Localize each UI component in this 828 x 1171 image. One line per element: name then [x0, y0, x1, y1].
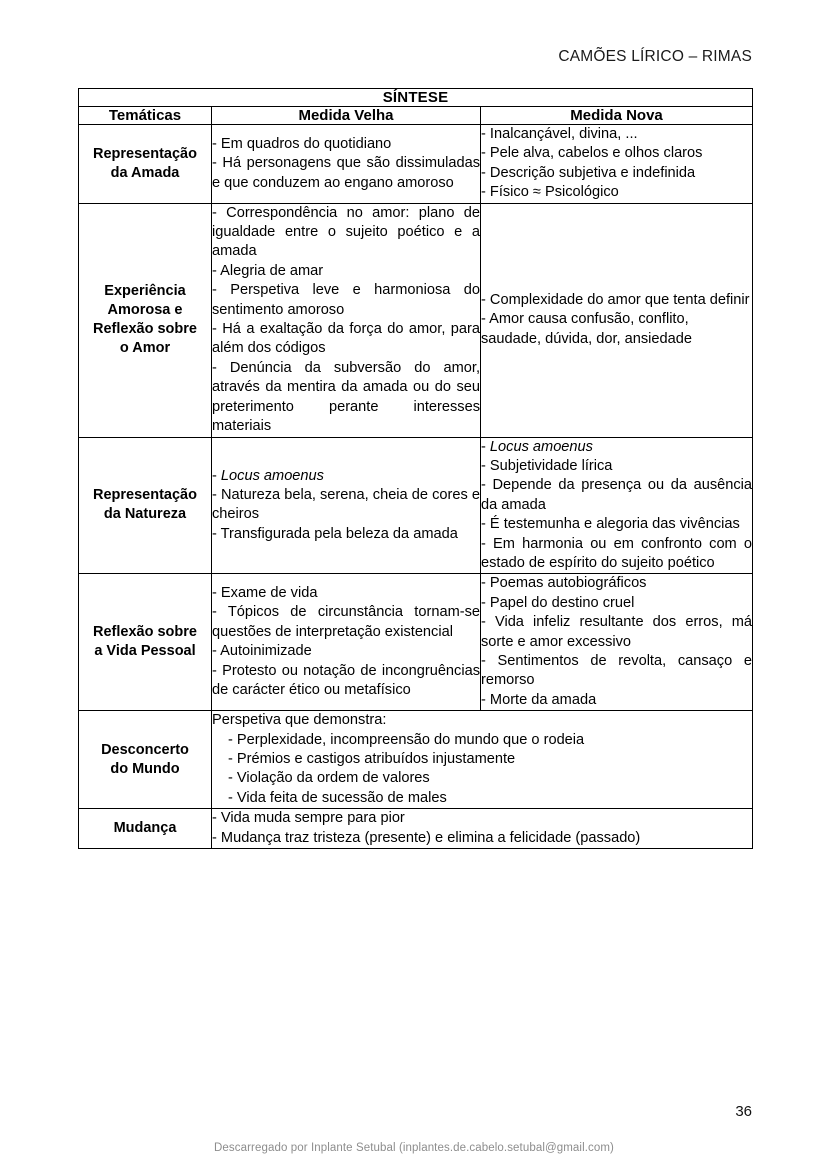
table-row: [79, 711, 753, 809]
theme-line: da Amada: [110, 164, 180, 181]
list-item: - Correspondência no amor: plano de igualdade entre o sujeito poético e a amada: [212, 204, 480, 260]
theme-label-experiencia-amorosa: [79, 203, 212, 437]
cell-spanned-content: [212, 809, 753, 849]
list-item: - Tópicos de circunstância tornam-se questões de interpretação existencial: [212, 604, 480, 640]
table-row: [79, 437, 753, 574]
cell-medida-velha: [212, 437, 481, 574]
list-item: - Vida muda sempre para pior: [212, 810, 405, 827]
theme-line: Mudança: [113, 820, 177, 837]
column-header-tematicas: Temáticas: [79, 107, 212, 125]
cell-medida-velha: [212, 125, 481, 204]
table-row: [79, 203, 753, 437]
list-item: - Em quadros do quotidiano: [212, 135, 392, 152]
cell-medida-nova: [481, 437, 753, 574]
list-item: - Autoinimizade: [212, 643, 312, 660]
list-item: - Transfigurada pela beleza da amada: [212, 525, 458, 542]
theme-line: da Natureza: [103, 506, 187, 523]
table-title: SÍNTESE: [79, 89, 753, 107]
theme-line: o Amor: [119, 340, 171, 357]
theme-line: Experiência: [104, 282, 186, 299]
theme-line: Reflexão sobre: [93, 624, 197, 641]
table-row: [79, 809, 753, 849]
list-item: - Vida feita de sucessão de males: [228, 789, 447, 806]
latin-term: Locus amoenus: [489, 438, 593, 455]
theme-label-mudanca: [79, 809, 212, 849]
theme-label-reflexao-vida-pessoal: [79, 574, 212, 711]
list-item: - Papel do destino cruel: [481, 594, 635, 611]
lead-text: Perspetiva que demonstra:: [212, 712, 387, 729]
theme-label-representacao-da-natureza: [79, 437, 212, 574]
list-item: - Físico ≈ Psicológico: [481, 184, 619, 201]
column-header-medida-nova: Medida Nova: [481, 107, 753, 125]
list-item: - Morte da amada: [481, 691, 597, 708]
list-item: - Há a exaltação da força do amor, para além dos códigos: [212, 321, 480, 357]
table-row: [79, 574, 753, 711]
latin-term: Locus amoenus: [220, 467, 324, 484]
theme-line: a Vida Pessoal: [94, 643, 196, 660]
cell-medida-velha: [212, 203, 481, 437]
theme-line: Representação: [93, 487, 197, 504]
list-item: - Descrição subjetiva e indefinida: [481, 164, 696, 181]
cell-spanned-content: [212, 711, 753, 809]
theme-line: do Mundo: [110, 760, 180, 777]
list-item: - Perplexidade, incompreensão do mundo que o rodeia: [228, 731, 585, 748]
theme-label-desconcerto-do-mundo: [79, 711, 212, 809]
cell-medida-nova: [481, 203, 753, 437]
cell-medida-nova: [481, 125, 753, 204]
list-item: - Pele alva, cabelos e olhos claros: [481, 145, 703, 162]
theme-line: Reflexão sobre: [93, 321, 197, 338]
list-item: - É testemunha e alegoria das vivências: [481, 516, 740, 533]
download-watermark: Descarregado por Inplante Setubal (inplantes.de.cabelo.setubal@gmail.com): [214, 1142, 614, 1154]
list-item: - Vida infeliz resultante dos erros, má sorte e amor excessivo: [481, 614, 753, 650]
list-item: - Depende da presença ou da ausência da amada: [481, 477, 753, 513]
list-item: - Complexidade do amor que tenta definir: [481, 291, 750, 308]
list-item: - Em harmonia ou em confronto com o estado de espírito do sujeito poético: [481, 535, 753, 571]
list-item: - Denúncia da subversão do amor, através da mentira da amada ou do seu preterimento perante interesses materiais: [212, 359, 480, 435]
list-item: - Protesto ou notação de incongruências de carácter ético ou metafísico: [212, 662, 480, 699]
list-item: - Poemas autobiográficos: [481, 575, 647, 592]
list-item: - Violação da ordem de valores: [228, 770, 430, 787]
list-item: - Exame de vida: [212, 585, 318, 602]
list-item: - Inalcançável, divina, ...: [481, 126, 638, 142]
theme-line: Desconcerto: [101, 741, 189, 758]
running-header-title: CAMÕES LÍRICO – RIMAS: [558, 48, 752, 65]
list-item: - Natureza bela, serena, cheia de cores e cheiros: [212, 487, 480, 523]
list-item: - Locus amoenus: [212, 467, 324, 484]
list-item: - Mudança traz tristeza (presente) e elimina a felicidade (passado): [212, 829, 641, 846]
list-item: - Alegria de amar: [212, 262, 324, 279]
column-header-medida-velha: Medida Velha: [212, 107, 481, 125]
theme-line: Amorosa e: [107, 301, 183, 318]
list-item: - Locus amoenus: [481, 438, 593, 455]
synthesis-table: [78, 88, 753, 849]
page-number: 36: [735, 1103, 752, 1120]
cell-medida-velha: [212, 574, 481, 711]
list-item: - Perspetiva leve e harmoniosa do sentimento amoroso: [212, 282, 480, 318]
cell-medida-nova: [481, 574, 753, 711]
list-item: - Prémios e castigos atribuídos injustamente: [228, 751, 516, 767]
list-item: - Sentimentos de revolta, cansaço e remorso: [481, 652, 753, 689]
table-row: [79, 125, 753, 204]
table-header-row: [79, 107, 753, 125]
table-title-row: [79, 89, 753, 107]
theme-line: Representação: [93, 145, 197, 162]
theme-label-representacao-da-amada: [79, 125, 212, 204]
list-item: - Há personagens que são dissimuladas e que conduzem ao engano amoroso: [212, 155, 480, 191]
list-item: - Subjetividade lírica: [481, 457, 613, 474]
list-item: - Amor causa confusão, conflito, saudade, dúvida, dor, ansiedade: [481, 311, 692, 347]
